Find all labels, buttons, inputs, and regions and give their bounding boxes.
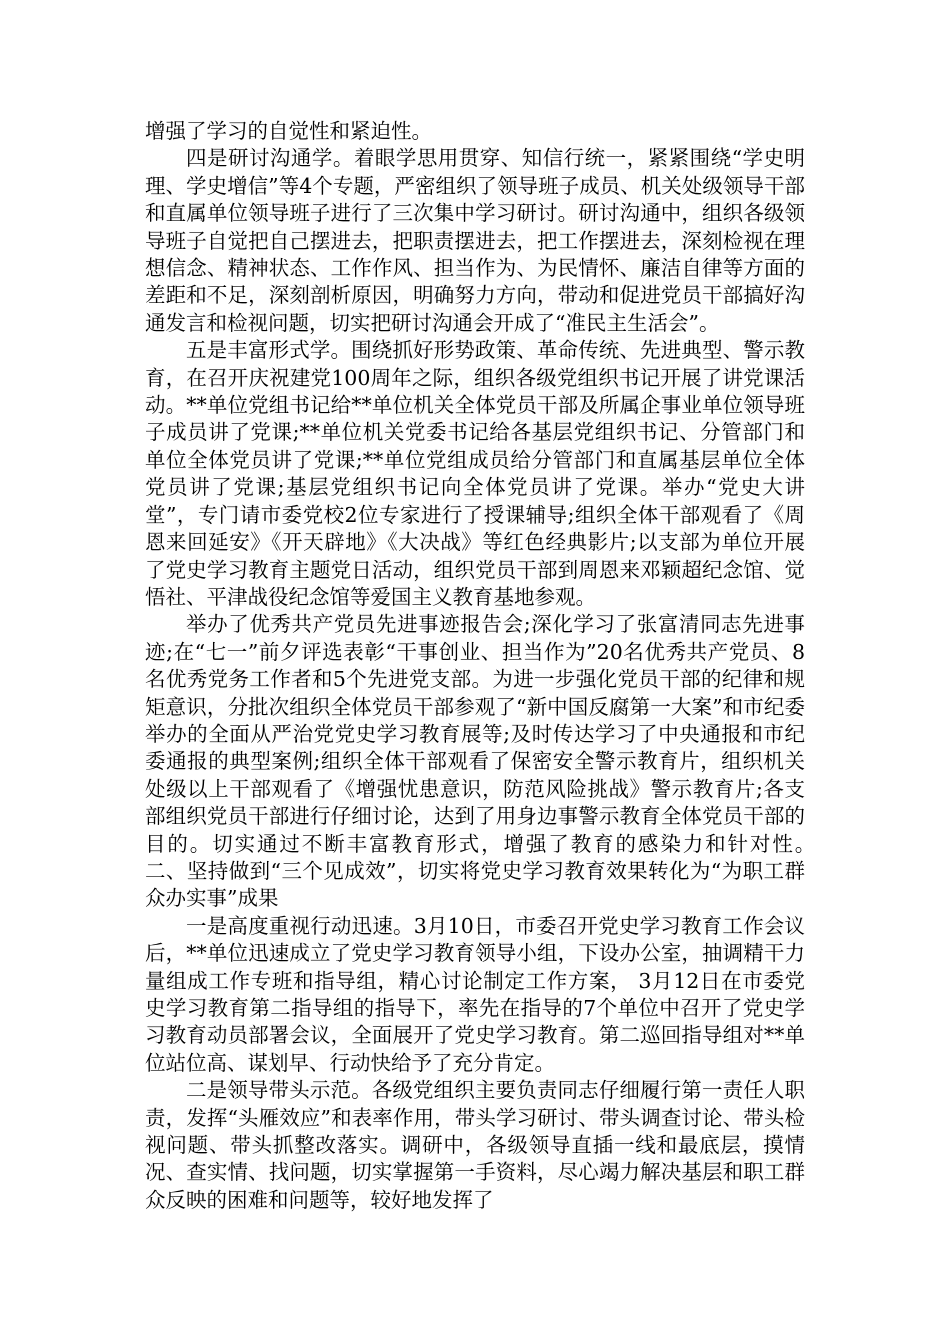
document-page (145, 118, 853, 1214)
paragraph-discussion-study: 四是研讨沟通学。着眼学思用贯穿、知信行统一，紧紧围绕“学史明理、学史增信”等4个专题，严密组织了领导班子成员、机关处级领导干部和直属单位领导班子进行了三次集中学习研讨。研讨沟通中，组织各级领导班子自觉把自己摆进去，把职责摆进去，把工作摆进去，深刻检视在理想信念、精神状态、工作作风、担当作为、为民情怀、廉洁自律等方面的差距和不足，深刻剖析原因，明确努力方向，带动和促进党员干部搞好沟通发言和检视问题，切实把研讨沟通会开成了“准民主生活会”。 (145, 146, 805, 335)
paragraph-activities-and-section-two: 举办了优秀共产党员先进事迹报告会;深化学习了张富清同志先进事迹;在“七一”前夕评选表彰“干事创业、担当作为”20名优秀共产党员、8名优秀党务工作者和5个先进党支部。为进一步强化党员干部的纪律和规矩意识，分批次组织全体党员干部参观了“新中国反腐第一大案”和市纪委举办的全面从严治党党史学习教育展等;及时传达学习了中央通报和市纪委通报的典型案例;组织全体干部观看了保密安全警示教育片，组织机关处级以上干部观看了《增强忧患意识，防范风险挑战》警示教育片;各支部组织党员干部进行仔细讨论，达到了用身边事警示教育全体党员干部的目的。切实通过不断丰富教育形式，增强了教育的感染力和针对性。 二、坚持做到“三个见成效”，切实将党史学习教育效果转化为“为职工群众办实事”成果 (145, 612, 853, 911)
paragraph-quick-action: 一是高度重视行动迅速。3月10日，市委召开党史学习教育工作会议后，**单位迅速成立了党史学习教育领导小组，下设办公室，抽调精干力量组成工作专班和指导组，精心讨论制定工作方案， 3月12日在市委党史学习教育第二指导组的指导下，率先在指导的7个单位中召开了党史学习教育动员部署会议，全面展开了党史学习教育。第二巡回指导组对**单位站位高、谋划早、行动快给予了充分肯定。 (145, 913, 805, 1075)
paragraph-continuation: 增强了学习的自觉性和紧迫性。 (145, 119, 432, 143)
paragraph-leadership-example: 二是领导带头示范。各级党组织主要负责同志仔细履行第一责任人职责，发挥“头雁效应”和表率作用，带头学习研讨、带头调查讨论、带头检视问题、带头抓整改落实。调研中，各级领导直插一线和最底层，摸情况、查实情、找问题，切实掌握第一手资料，尽心竭力解决基层和职工群众反映的困难和问题等，较好地发挥了 (145, 1078, 805, 1212)
paragraph-rich-forms-study: 五是丰富形式学。围绕抓好形势政策、革命传统、先进典型、警示教育，在召开庆祝建党100周年之际，组织各级党组织书记开展了讲党课活动。**单位党组书记给**单位机关全体党员干部及所属企事业单位领导班子成员讲了党课;**单位机关党委书记给各基层党组织书记、分管部门和单位全体党员讲了党课;**单位党组成员给分管部门和直属基层单位全体党员讲了党课;基层党组织书记向全体党员讲了党课。举办“党史大讲堂”，专门请市委党校2位专家进行了授课辅导;组织全体干部观看了《周恩来回延安》《开天辟地》《大决战》等红色经典影片;以支部为单位开展了党史学习教育主题党日活动，组织党员干部到周恩来邓颖超纪念馆、觉悟社、平津战役纪念馆等爱国主义教育基地参观。 (145, 338, 805, 609)
